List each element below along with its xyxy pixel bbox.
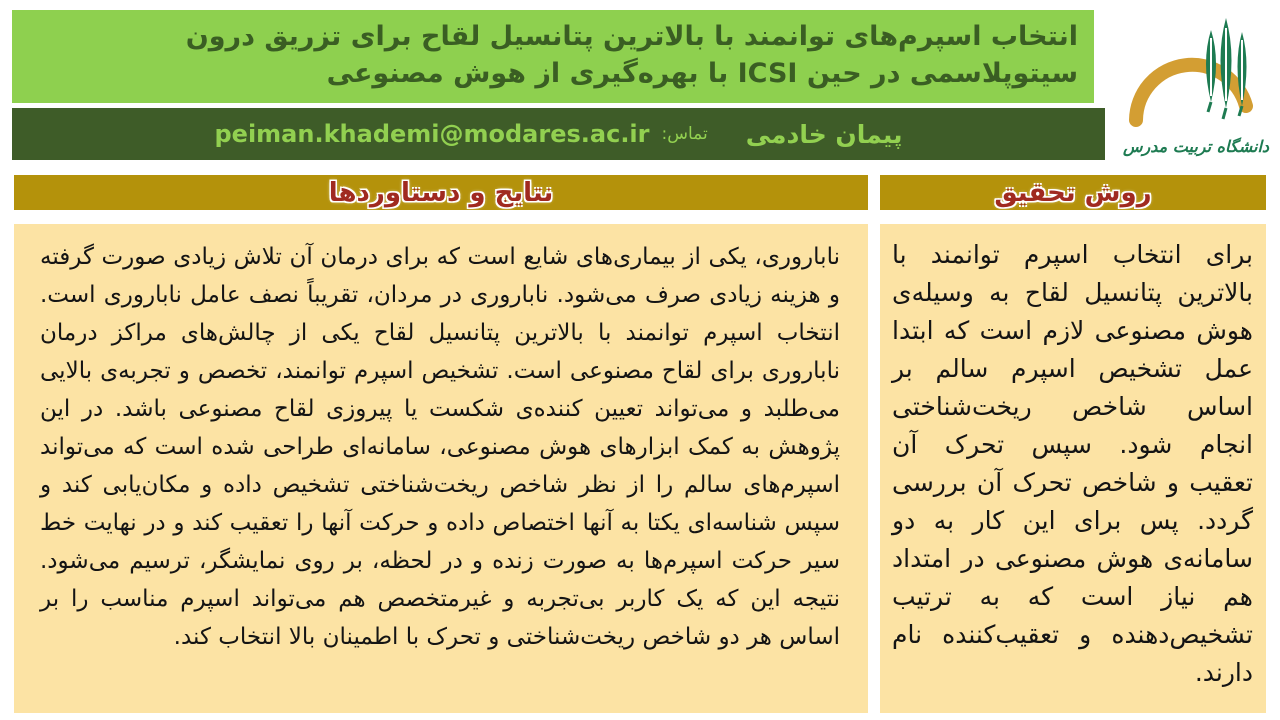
contact-email: peiman.khademi@modares.ac.ir xyxy=(214,120,650,148)
method-section-header xyxy=(880,175,1266,210)
poster-title: انتخاب اسپرم‌های توانمند با بالاترین پتانسیل لقاح برای تزریق درون سیتوپلاسمی در حین ICSI با بهره‌گیری از هوش مصنوعی xyxy=(185,21,1078,89)
method-section-title: روش تحقیق xyxy=(994,177,1152,208)
author-name: پیمان خادمی xyxy=(745,119,903,149)
results-section-header xyxy=(14,175,868,210)
university-logo xyxy=(1118,4,1274,164)
results-section-body: ناباروری، یکی از بیماری‌های شایع است که برای درمان آن تلاش زیادی صورت گرفته و هزینه زیادی صرف می‌شود. ناباروری در مردان، تقریباً نصف عامل ناباروری است. انتخاب اسپرم توانمند با بالاترین پتانسیل لقاح یکی از چالش‌های مراکز درمان ناباروری برای لقاح مصنوعی است. تشخیص اسپرم توانمند، تخصص و تجربه‌ی بالایی می‌طلبد و می‌تواند تعیین کننده‌ی شکست یا پیروزی لقاح مصنوعی باشد. در این پژوهش به کمک ابزارهای هوش مصنوعی، سامانه‌ای طراحی شده است که می‌تواند اسپرم‌های سالم را از نظر شاخص ریخت‌شناختی تشخیص داده و مکان‌یابی کند و سپس شناسه‌ای یکتا به آنها اختصاص داده و حرکت آنها را تعقیب کند و در نهایت خط سیر حرکت اسپرم‌ها به صورت زنده و در لحظه، بر روی نمایشگر، ترسیم می‌شود. نتیجه این که یک کاربر بی‌تجربه و غیرمتخصص هم می‌تواند اسپرم مناسب را بر اساس هر دو شاخص ریخت‌شناختی و تحرک با اطمینان بالا انتخاب کند. xyxy=(14,224,868,713)
contact-label: تماس: xyxy=(661,124,708,144)
contact-banner xyxy=(12,108,1105,160)
results-section-title: نتایج و دستاوردها xyxy=(328,177,554,208)
method-section-body: برای انتخاب اسپرم توانمند با بالاترین پتانسیل لقاح به وسیله‌ی هوش مصنوعی لازم است که ابتدا عمل تشخیص اسپرم سالم بر اساس شاخص ریخت‌شناختی انجام شود. سپس تحرک آن تعقیب و شاخص تحرک آن بررسی گردد. پس برای این کار به دو سامانه‌ی هوش مصنوعی در امتداد هم نیاز است که به ترتیب تشخیص‌دهنده و تعقیب‌کننده نام دارند. xyxy=(880,224,1266,713)
title-banner xyxy=(12,10,1094,103)
university-name: دانشگاه تربیت مدرس xyxy=(1122,137,1270,156)
